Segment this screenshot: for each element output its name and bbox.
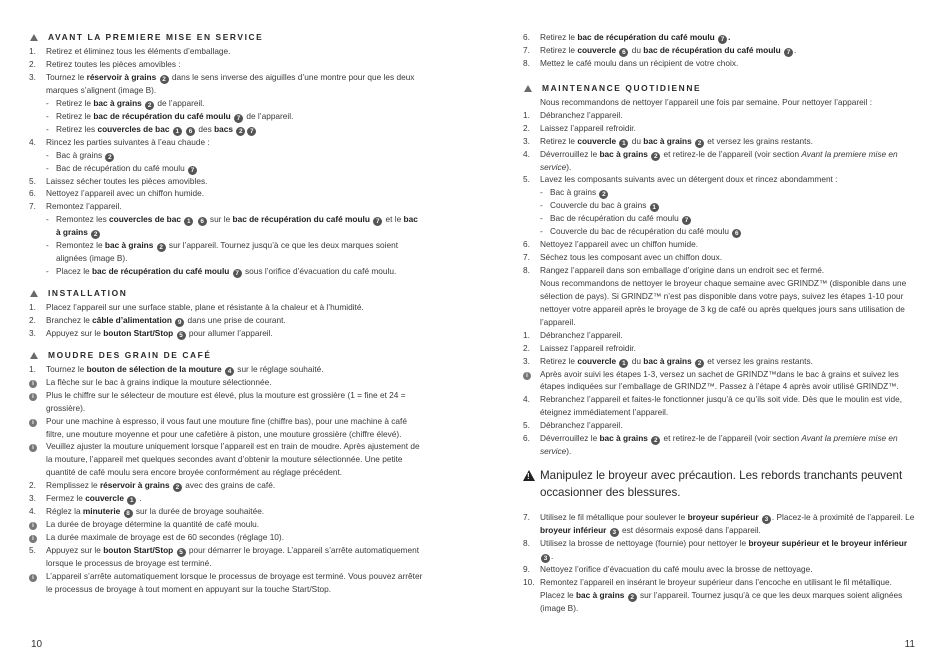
list-item: [523, 199, 918, 212]
italic-ref: Avant la premiere mise en service: [540, 148, 898, 172]
item-marker: -: [46, 266, 49, 277]
info-icon: i: [29, 380, 37, 388]
item-marker: [29, 440, 46, 479]
list-item: [523, 432, 918, 458]
list-item: [523, 225, 918, 238]
part-number-badge: 3: [541, 554, 550, 563]
item-text: Nettoyez l’appareil avec un chiffon humide.: [46, 188, 205, 199]
info-note: [29, 518, 424, 531]
list-item: [29, 544, 424, 570]
item-text: Remontez le bac à grains 2 sur l’appareil. Tournez jusqu’à ce que les deux marques soient alignées (image B).: [56, 240, 398, 264]
part-number-badge: 2: [145, 101, 154, 110]
item-marker: [523, 96, 540, 109]
list-item: [523, 576, 918, 615]
item-text: Placez le bac de récupération du café moulu 7 sous l’orifice d’évacuation du café moulu.: [56, 266, 397, 278]
list-item: [523, 96, 918, 109]
intro-steps: [523, 31, 918, 70]
bold-term: bac à grains: [575, 589, 625, 600]
part-number-badge: 7: [718, 35, 727, 44]
bold-term: bac de récupération du café moulu: [91, 266, 230, 277]
bold-term: bac de récupération du café moulu: [232, 214, 370, 225]
list-item: [29, 110, 424, 123]
item-marker: [29, 389, 46, 415]
item-marker: -: [46, 97, 49, 108]
part-number-badge: 7: [188, 166, 197, 175]
bold-term: réservoir à grains: [99, 480, 170, 491]
item-text: Bac à grains 2: [550, 186, 918, 199]
item-marker: 4.: [523, 394, 530, 405]
item-text: Débranchez l’appareil.: [540, 109, 623, 120]
item-marker: 3.: [523, 355, 530, 366]
item-marker: 3.: [523, 135, 530, 146]
info-note: [29, 376, 424, 389]
list-item: [29, 136, 424, 149]
item-text: Rangez l’appareil dans son emballage d’origine dans un endroit sec et fermé.: [540, 265, 825, 276]
part-number-badge: 6: [186, 127, 195, 136]
bold-term: bac de récupération du café moulu: [577, 32, 715, 42]
item-text: Appuyez sur le bouton Start/Stop 5 pour démarrer le broyage. L’appareil s’arrête automatiquement lorsque le processus de broyage est terminé.: [46, 544, 420, 568]
list-item: [29, 327, 424, 340]
list-item: [29, 175, 424, 188]
warning-triangle-icon: [523, 470, 535, 481]
item-text: Veuillez ajuster la mouture uniquement lorsque l’appareil est en train de moudre. Après ajustement de la mouture, l’appareil met quelques secondes avant d’obtenir la mouture sélectionnée. Une petite quantité de café moulu sera encore broyée conformément au réglage précédent.: [46, 441, 420, 478]
list-item: [523, 329, 918, 342]
warning-text: Manipulez le broyeur avec précaution. Les rebords tranchants peuvent occasionner des blessures.: [540, 468, 903, 499]
section-heading: [523, 82, 918, 95]
part-number-badge: 2: [157, 243, 166, 252]
item-text: La durée de broyage détermine la quantité de café moulu.: [46, 519, 260, 530]
item-marker: [29, 570, 46, 596]
bold-term: bac à grains: [104, 240, 154, 251]
info-icon: i: [29, 535, 37, 543]
section: [523, 82, 918, 458]
part-number-badge: 1: [173, 127, 182, 136]
part-number-badge: 2: [628, 593, 637, 602]
item-text: Utilisez la brosse de nettoyage (fournie) pour nettoyer le broyeur supérieur et le broyeur inférieur 3 .: [540, 537, 908, 562]
item-marker: [29, 518, 46, 531]
item-marker: -: [46, 110, 49, 121]
item-marker: 1.: [29, 363, 36, 374]
part-number-badge: 7: [682, 216, 691, 225]
item-marker: 5.: [523, 174, 530, 185]
list-item: [29, 363, 424, 376]
item-text: Lavez les composants suivants avec un détergent doux et rincez abondamment :: [540, 174, 838, 185]
triangle-icon: [30, 290, 38, 297]
item-marker: 3.: [29, 71, 36, 82]
part-number-badge: 2: [236, 127, 245, 136]
item-marker: 3.: [29, 327, 36, 338]
item-marker: 8.: [523, 58, 530, 68]
item-marker: 3.: [29, 493, 36, 504]
bold-term: bac à grains: [599, 148, 648, 159]
page-number-left: 10: [31, 639, 43, 651]
list-item: [29, 45, 424, 58]
info-icon: i: [29, 419, 37, 427]
part-number-badge: 1: [184, 217, 193, 226]
list-item: [29, 239, 424, 265]
part-number-badge: 7: [234, 114, 243, 123]
part-number-badge: 1: [619, 359, 628, 368]
list-item: [523, 57, 918, 70]
item-marker: 2.: [29, 314, 36, 325]
bold-term: bac à grains: [56, 214, 418, 238]
bold-term: bac à grains: [643, 355, 692, 366]
item-text: Remontez l’appareil.: [46, 201, 122, 212]
part-number-badge: 2: [695, 359, 704, 368]
item-text: Appuyez sur le bouton Start/Stop 5 pour allumer l’appareil.: [46, 327, 273, 339]
item-text: Séchez tous les composant avec un chiffon doux.: [540, 252, 723, 263]
part-number-badge: 3: [610, 528, 619, 537]
section-title: MOUDRE DES GRAIN DE CAFÉ: [48, 349, 212, 360]
info-icon: i: [29, 574, 37, 582]
list-item: [523, 135, 918, 148]
item-text: Tournez le bouton de sélection de la mouture 4 sur le réglage souhaité.: [46, 363, 324, 375]
section: [29, 287, 424, 340]
left-page-column: [29, 31, 424, 605]
list-item: [523, 342, 918, 355]
section-title: AVANT LA PREMIERE MISE EN SERVICE: [48, 32, 264, 42]
item-marker: 9.: [523, 563, 530, 574]
triangle-icon: [524, 85, 532, 92]
item-text: Rebranchez l’appareil et faites-le fonctionner jusqu’à ce qu’ils soit vide. Dès que le moulin est vide, éteignez immédiatement l’appareil.: [540, 394, 903, 418]
info-icon: i: [29, 444, 37, 452]
list-item: [523, 511, 918, 537]
item-text: Retirez le couvercle 1 du bac à grains 2 et versez les grains restants.: [540, 135, 813, 147]
item-text: Nous recommandons de nettoyer l’appareil une fois par semaine. Pour nettoyer l’appareil :: [540, 96, 873, 107]
item-text: Remplissez le réservoir à grains 2 avec des grains de café.: [46, 480, 276, 492]
item-marker: -: [540, 213, 543, 224]
item-marker: 2.: [29, 480, 36, 491]
item-marker: 5.: [29, 175, 36, 186]
bold-term: bouton de sélection de la mouture: [86, 363, 222, 374]
right-page-column: [523, 31, 918, 624]
item-text: Nous recommandons de nettoyer le broyeur chaque semaine avec GRINDZ™ (disponible dans une sélection de pays). Si GRINDZ™ n’est pas disponible dans votre pays, suivez les étapes 1-10 pour nettoyer votre appareil après le broyage de 3 kg de café ou après quelques jours sans utilisation de l’appareil.: [540, 278, 907, 327]
item-marker: 8.: [523, 265, 530, 276]
item-text: Laissez sécher toutes les pièces amovibles.: [46, 175, 208, 186]
section-title: MAINTENANCE QUOTIDIENNE: [542, 82, 702, 93]
list-item: [523, 238, 918, 251]
part-number-badge: 3: [762, 515, 771, 524]
part-number-badge: 6: [732, 229, 741, 238]
part-number-badge: 2: [599, 190, 608, 199]
item-text: Utilisez le fil métallique pour soulever le broyeur supérieur 3 . Placez-le à proximité de l’appareil. Le broyeur inférieur 3 est désormais exposé dans l’appareil.: [540, 511, 915, 536]
list-item: [523, 537, 918, 563]
item-text: Tournez le réservoir à grains 2 dans le sens inverse des aiguilles d’une montre pour que les deux marques s’alignent (image B).: [46, 71, 415, 95]
list-item: [523, 31, 918, 44]
item-text: Remontez l’appareil en insérant le broyeur supérieur dans l’encoche en utilisant le fil métallique. Placez le bac à grains 2 sur l’appareil. Tournez jusqu’à ce que les deux marques soient alignées (image B).: [540, 576, 903, 613]
bold-term: broyeur supérieur: [687, 511, 759, 522]
part-number-badge: 4: [225, 367, 234, 376]
info-icon: i: [29, 522, 37, 530]
item-marker: 7.: [29, 201, 36, 212]
bold-term: réservoir à grains: [86, 71, 157, 82]
item-text: Retirez le bac de récupération du café moulu 7 .: [540, 32, 731, 43]
item-marker: 5.: [523, 420, 530, 431]
list-item: [29, 505, 424, 518]
item-marker: 10.: [523, 576, 535, 587]
list-item: [523, 277, 918, 329]
item-text: La flèche sur le bac à grains indique la mouture sélectionnée.: [46, 376, 272, 387]
item-marker: 8.: [523, 537, 530, 548]
list-item: [523, 44, 918, 57]
list-item: [29, 492, 424, 505]
list-item: [29, 71, 424, 97]
item-marker: [29, 415, 46, 441]
item-marker: 6.: [523, 32, 530, 42]
list-item: [523, 212, 918, 225]
item-marker: -: [46, 240, 49, 251]
part-number-badge: 2: [651, 436, 660, 445]
bold-term: bacs: [214, 123, 233, 134]
item-marker: 6.: [523, 239, 530, 250]
list-item: [29, 97, 424, 110]
list-item: [29, 58, 424, 71]
section-heading: [29, 349, 424, 362]
list-item: [29, 187, 424, 200]
section: [29, 31, 424, 278]
item-text: Rincez les parties suivantes à l’eau chaude :: [46, 136, 210, 147]
item-text: Laissez l’appareil refroidir.: [540, 122, 636, 133]
item-marker: 6.: [29, 188, 36, 199]
exclamation-icon: !: [527, 471, 530, 481]
item-text: Bac de récupération du café moulu 7: [56, 162, 424, 175]
list-item: [523, 148, 918, 174]
bold-term: couvercles de bac: [97, 123, 170, 134]
item-marker: 1.: [523, 109, 530, 120]
list-item: [29, 149, 424, 162]
item-marker: -: [540, 200, 543, 211]
item-text: Nettoyez l’appareil avec un chiffon humide.: [540, 239, 699, 250]
part-number-badge: 2: [160, 75, 169, 84]
list-item: [523, 264, 918, 277]
bold-term: bac de récupération du café moulu: [93, 110, 231, 121]
part-number-badge: 7: [784, 48, 793, 57]
item-text: Remontez les couvercles de bac 1 6 sur le bac de récupération du café moulu 7 et le bac à grains 2: [56, 214, 418, 239]
list-item: [523, 393, 918, 419]
bold-term: couvercles de bac: [109, 214, 181, 225]
part-number-badge: 8: [124, 509, 133, 518]
item-text: Couvercle du bac à grains 1: [550, 199, 918, 212]
item-text: Après avoir suivi les étapes 1-3, versez un sachet de GRINDZ™dans le bac à grains et suivez les étapes indiquées sur l’emballage de GRINDZ™. Passez à l’étape 4 après avoir utilisé GRINDZ™.: [540, 368, 899, 392]
list-item: [29, 265, 424, 278]
list-item: [29, 314, 424, 327]
info-note: [29, 440, 424, 479]
item-marker: 7.: [523, 511, 530, 522]
item-marker: [29, 376, 46, 389]
bold-term: broyeur inférieur: [540, 524, 607, 535]
item-marker: -: [46, 162, 49, 173]
part-number-badge: 7: [233, 269, 242, 278]
section-heading: [29, 31, 424, 44]
item-text: La durée maximale de broyage est de 60 secondes (réglage 10).: [46, 532, 284, 543]
part-number-badge: 7: [373, 217, 382, 226]
info-note: [29, 389, 424, 415]
item-marker: -: [46, 123, 49, 134]
item-marker: 5.: [29, 544, 36, 555]
part-number-badge: 1: [619, 139, 628, 148]
item-marker: 4.: [523, 148, 530, 159]
final-steps: [523, 511, 918, 615]
bold-term: bac à grains: [643, 135, 692, 146]
item-marker: 4.: [29, 136, 36, 147]
part-number-badge: 6: [619, 48, 628, 57]
item-text: Couvercle du bac de récupération du café moulu 6: [550, 225, 918, 238]
part-number-badge: 2: [173, 483, 182, 492]
item-marker: 1.: [29, 45, 36, 56]
item-text: Mettez le café moulu dans un récipient de votre choix.: [540, 58, 739, 68]
list-item: [29, 123, 424, 136]
item-text: Débranchez l’appareil.: [540, 329, 623, 340]
list-item: [523, 419, 918, 432]
info-icon: i: [523, 372, 531, 380]
item-marker: 2.: [523, 122, 530, 133]
bold-term: couvercle: [577, 45, 617, 55]
triangle-icon: [30, 34, 38, 41]
part-number-badge: 2: [91, 230, 100, 239]
page-number-right: 11: [904, 639, 915, 651]
item-text: Déverrouillez le bac à grains 2 et retirez-le de l’appareil (voir section Avant la premiere mise en service).: [540, 433, 898, 457]
item-text: Retirez et éliminez tous les éléments d’emballage.: [46, 45, 231, 56]
item-text: Placez l’appareil sur une surface stable, plane et résistante à la chaleur et à l’humidité.: [46, 302, 364, 313]
part-number-badge: 5: [177, 548, 186, 557]
part-number-badge: 7: [247, 127, 256, 136]
item-text: Bac de récupération du café moulu 7: [550, 212, 918, 225]
item-marker: [523, 277, 540, 329]
section: [29, 349, 424, 596]
info-note: [29, 415, 424, 441]
bold-term: couvercle: [577, 135, 617, 146]
item-marker: -: [540, 187, 543, 198]
bold-term: câble d’alimentation: [92, 314, 172, 325]
item-marker: -: [540, 226, 543, 237]
info-note: [523, 368, 918, 394]
info-icon: i: [29, 393, 37, 401]
italic-ref: Avant la premiere mise en service: [540, 433, 898, 457]
item-marker: 2.: [29, 58, 36, 69]
list-item: [523, 563, 918, 576]
item-text: Déverrouillez le bac à grains 2 et retirez-le de l’appareil (voir section Avant la premiere mise en service).: [540, 148, 898, 172]
item-text: Nettoyez l’orifice d’évacuation du café moulu avec la brosse de nettoyage.: [540, 563, 813, 574]
section-title: INSTALLATION: [48, 288, 128, 299]
bold-term: .: [728, 32, 731, 42]
part-number-badge: 9: [175, 318, 184, 327]
item-text: L’appareil s’arrête automatiquement lorsque le processus de broyage est terminé. Vous pouvez arrêter le processus de broyage à tout moment en appuyant sur la touche Start/Stop.: [46, 570, 423, 594]
list-item: [523, 109, 918, 122]
list-item: [523, 251, 918, 264]
bold-term: bac de récupération du café moulu: [643, 45, 781, 55]
item-text: Retirez le couvercle 6 du bac de récupération du café moulu 7 .: [540, 45, 797, 56]
item-marker: 4.: [29, 506, 36, 517]
item-text: Bac à grains 2: [56, 149, 424, 162]
item-text: Retirez le couvercle 1 du bac à grains 2 et versez les grains restants.: [540, 355, 813, 367]
info-note: [29, 570, 424, 596]
list-item: [523, 186, 918, 199]
bold-term: minuterie: [82, 506, 121, 517]
list-item: [523, 173, 918, 186]
item-text: Réglez la minuterie 8 sur la durée de broyage souhaitée.: [46, 506, 265, 518]
list-item: [29, 301, 424, 314]
item-text: Retirez le bac de récupération du café moulu 7 de l’appareil.: [56, 110, 294, 122]
bold-term: broyeur supérieur et le broyeur inférieur: [748, 537, 908, 548]
warning-notice: [523, 467, 918, 501]
section-heading: [29, 287, 424, 300]
list-item: [29, 213, 424, 239]
list-item: [523, 355, 918, 368]
item-marker: [523, 368, 540, 394]
list-item: [29, 200, 424, 213]
item-marker: 6.: [523, 433, 530, 444]
part-number-badge: 2: [651, 152, 660, 161]
item-text: Branchez le câble d’alimentation 9 dans une prise de courant.: [46, 314, 286, 326]
part-number-badge: 1: [127, 496, 136, 505]
item-text: Retirez toutes les pièces amovibles :: [46, 58, 181, 69]
item-text: Débranchez l’appareil.: [540, 420, 623, 431]
part-number-badge: 5: [177, 331, 186, 340]
part-number-badge: 2: [695, 139, 704, 148]
bold-term: bac à grains: [93, 97, 142, 108]
bold-term: couvercle: [85, 493, 124, 504]
info-note: [29, 531, 424, 544]
item-marker: -: [46, 149, 49, 160]
bold-term: couvercle: [577, 355, 617, 366]
item-text: Retirez les couvercles de bac 1 6 des bacs 2 7: [56, 123, 424, 136]
item-marker: 7.: [523, 252, 530, 263]
bold-term: bac à grains: [599, 433, 648, 444]
part-number-badge: 1: [650, 203, 659, 212]
item-text: Laissez l’appareil refroidir.: [540, 342, 636, 353]
part-number-badge: 6: [198, 217, 207, 226]
item-marker: -: [46, 214, 49, 225]
item-text: Fermez le couvercle 1 .: [46, 493, 142, 505]
item-text: Pour une machine à espresso, il vous faut une mouture fine (chiffre bas), pour une machine à café filtre, une mouture moyenne et pour une cafetière à piston, une mouture grossière (chiffre élevé).: [46, 415, 407, 439]
part-number-badge: 2: [105, 153, 114, 162]
item-marker: 2.: [523, 342, 530, 353]
list-item: [523, 122, 918, 135]
list-item: [29, 162, 424, 175]
item-marker: 7.: [523, 45, 530, 55]
item-text: Plus le chiffre sur le sélecteur de mouture est élevé, plus la mouture est grossière (1 = fine et 24 = grossière).: [46, 389, 406, 413]
item-marker: 1.: [523, 329, 530, 340]
item-marker: 1.: [29, 302, 36, 313]
bold-term: bouton Start/Stop: [103, 544, 174, 555]
item-marker: [29, 531, 46, 544]
triangle-icon: [30, 352, 38, 359]
bold-term: bouton Start/Stop: [103, 327, 174, 338]
list-item: [29, 479, 424, 492]
item-text: Retirez le bac à grains 2 de l’appareil.: [56, 97, 205, 109]
warning-icon: [523, 467, 540, 486]
